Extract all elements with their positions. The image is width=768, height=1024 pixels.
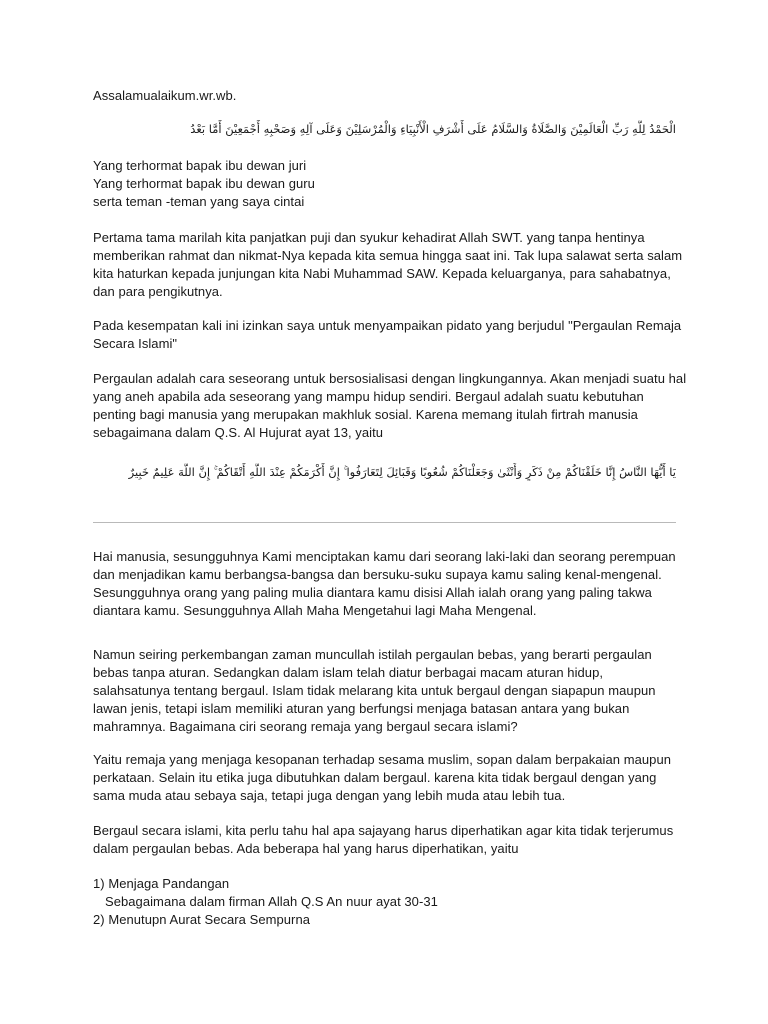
arabic-opening-prayer: الْحَمْدُ لِلَّهِ رَبِّ الْعَالَمِيْنَ وَالصَّلَاةُ وَالسَّلَامُ عَلَى أَشْرَفِ الْأَنْبِيَاءِ وَالْمُرْسَلِيْنَ وَعَلَى آلِهِ وَصَحْبِهِ أَجْمَعِيْنَ أَمَّا بَعْدُ [190, 122, 676, 136]
paragraph-line: diantara kamu. Sesungguhnya Allah Maha Mengetahui lagi Maha Mengenal. [93, 603, 537, 618]
paragraph-translation [93, 548, 693, 620]
paragraph-line: Pergaulan adalah cara seseorang untuk bersosialisasi dengan lingkungannya. Akan menjadi suatu hal [93, 371, 687, 386]
paragraph-line: penting bagi manusia yang merupakan makhluk sosial. Karena memang itulah firtrah manusia [93, 407, 638, 422]
paragraph-line: bebas tanpa aturan. Sedangkan dalam islam telah diatur berbagai macam aturan hidup, [93, 665, 604, 680]
paragraph-line: dalam pergaulan bebas. Ada beberapa hal yang harus diperhatikan, yaitu [93, 841, 519, 856]
paragraph-islamic-teen [93, 751, 693, 805]
greeting [93, 87, 693, 105]
greeting-text: Assalamualaikum.wr.wb. [93, 88, 237, 103]
paragraph-line: kita haturkan kepada junjungan kita Nabi Muhammad SAW. Kepada keluarganya, para sahabatnya, [93, 266, 671, 281]
list-item: 2) Menutupn Aurat Secara Sempurna [93, 912, 311, 927]
paragraph-line: Yaitu remaja yang menjaga kesopanan terhadap sesama muslim, sopan dalam berpakaian maupun [93, 752, 671, 767]
salutation-line: serta teman -teman yang saya cintai [93, 194, 305, 209]
paragraph-line: Sesungguhnya orang yang paling mulia diantara kamu disisi Allah ialah orang yang paling takwa [93, 585, 652, 600]
paragraph-line: sebagaimana dalam Q.S. Al Hujurat ayat 13, yaitu [93, 425, 384, 440]
paragraph-line: sama muda atau sebaya saja, tetapi juga dengan yang lebih muda atau lebih tua. [93, 788, 566, 803]
paragraph-free-association [93, 646, 693, 736]
paragraph-line: dan para pengikutnya. [93, 284, 223, 299]
list-item: 1) Menjaga Pandangan [93, 876, 230, 891]
paragraph-line: memberikan rahmat dan nikmat-Nya kepada kita semua hingga saat ini. Tak lupa salawat serta salam [93, 248, 683, 263]
paragraph-line: Bergaul secara islami, kita perlu tahu hal apa sajayang harus diperhatikan agar kita tidak terjerumus [93, 823, 674, 838]
paragraph-line: perkataan. Selain itu etika juga dibutuhkan dalam bergaul. karena kita tidak bergaul dengan yang [93, 770, 657, 785]
paragraph-line: Namun seiring perkembangan zaman muncullah istilah pergaulan bebas, yang berarti pergaulan [93, 647, 652, 662]
horizontal-divider [93, 522, 676, 523]
paragraph-line: lawan jenis, tetapi islam memiliki aturan yang berfungsi menjaga batasan antara yang bukan [93, 701, 630, 716]
salutation-line: Yang terhormat bapak ibu dewan guru [93, 176, 315, 191]
paragraph-definition [93, 370, 693, 442]
paragraph-points-intro [93, 822, 693, 858]
arabic-verse-al-hujurat: يَا أَيُّهَا النَّاسُ إِنَّا خَلَقْنَاكُمْ مِنْ ذَكَرٍ وَأُنْثَىٰ وَجَعَلْنَاكُمْ شُعُوبًا وَقَبَائِلَ لِتَعَارَفُوا ۚ إِنَّ أَكْرَمَكُمْ عِنْدَ اللَّهِ أَتْقَاكُمْ ۚ إِنَّ اللَّهَ عَلِيمٌ خَبِيرٌ [128, 465, 676, 479]
salutation-line: Yang terhormat bapak ibu dewan juri [93, 158, 307, 173]
paragraph-line: Pada kesempatan kali ini izinkan saya untuk menyampaikan pidato yang berjudul "Pergaulan Remaja [93, 318, 682, 333]
paragraph-line: salahsatunya tentang bergaul. Islam tidak melarang kita untuk bergaul dengan siapapun maupun [93, 683, 656, 698]
numbered-list [93, 875, 693, 929]
paragraph-opening [93, 229, 693, 301]
paragraph-line: Hai manusia, sesungguhnya Kami menciptakan kamu dari seorang laki-laki dan seorang perempuan [93, 549, 676, 564]
salutations [93, 157, 693, 211]
list-item-subtext: Sebagaimana dalam firman Allah Q.S An nuur ayat 30-31 [105, 894, 438, 909]
paragraph-line: yang aneh apabila ada seseorang yang mampu hidup sendiri. Bergaul adalah suatu kebutuhan [93, 389, 644, 404]
paragraph-topic [93, 317, 693, 353]
paragraph-line: Secara Islami" [93, 336, 178, 351]
paragraph-line: Pertama tama marilah kita panjatkan puji dan syukur kehadirat Allah SWT. yang tanpa hentinya [93, 230, 645, 245]
paragraph-line: mahramnya. Bagaimana ciri seorang remaja yang bergaul secara islami? [93, 719, 518, 734]
paragraph-line: dan menjadikan kamu berbangsa-bangsa dan bersuku-suku supaya kamu saling kenal-mengenal. [93, 567, 662, 582]
